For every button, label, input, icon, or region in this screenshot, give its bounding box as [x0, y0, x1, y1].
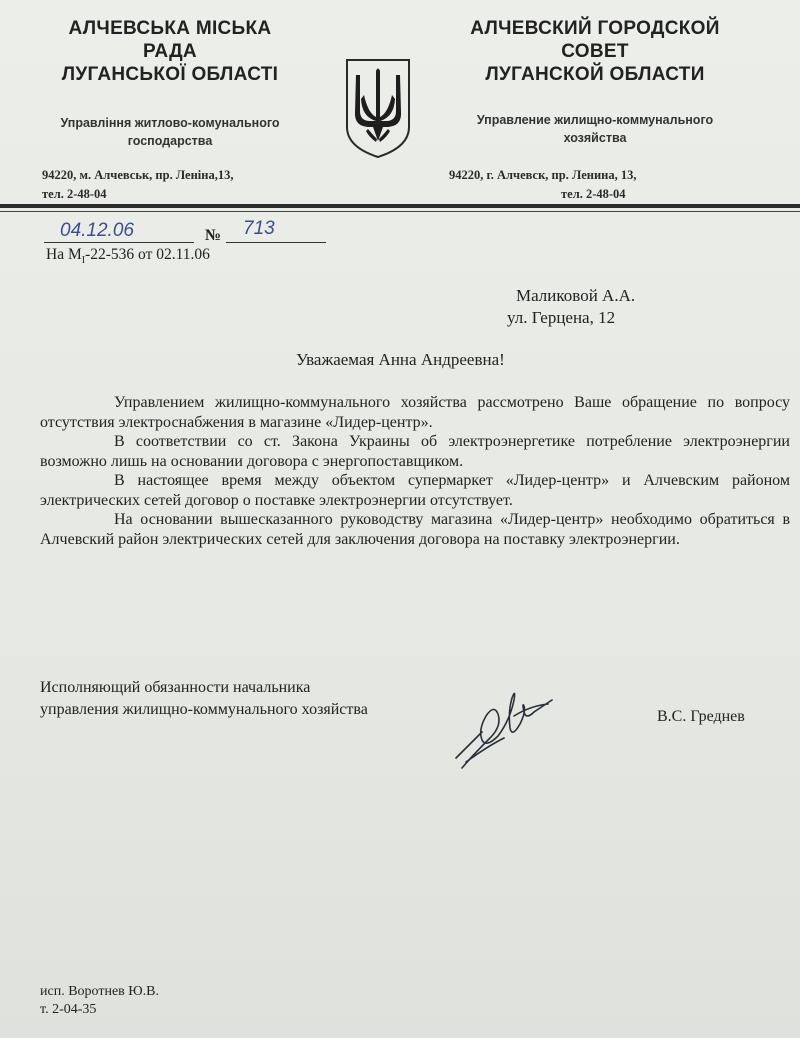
- header-right-address: 94220, г. Алчевск, пр. Ленина, 13,: [449, 168, 637, 182]
- header-left-department: Управління житлово-комунального господарства: [60, 116, 280, 148]
- executor-name: исп. Воротнев Ю.В.: [40, 984, 160, 999]
- trident-emblem-icon: [343, 57, 413, 159]
- header-left-phone: тел. 2-48-04: [42, 187, 107, 201]
- header-left-address: 94220, м. Алчевськ, пр. Леніна,13,: [42, 168, 234, 182]
- salutation: Уважаемая Анна Андреевна!: [296, 350, 505, 369]
- handwritten-signature: [452, 676, 572, 776]
- body-paragraph: Управлением жилищно-коммунального хозяйства рассмотрено Ваше обращение по вопросу отсутствия электроснабжения в магазине «Лидер-центр».: [40, 394, 790, 431]
- date-underline: [44, 242, 194, 243]
- executor-phone: т. 2-04-35: [40, 1002, 97, 1017]
- addressee-name: Маликовой А.А.: [516, 286, 636, 305]
- number-label: №: [205, 227, 222, 244]
- signer-name: В.С. Греднев: [657, 708, 745, 725]
- signer-position-line1: Исполняющий обязанности начальника: [40, 679, 311, 696]
- header-right-department: Управление жилищно-коммунального хозяйства: [476, 113, 714, 145]
- reply-reference: На $М_І-22-536$ от 02.11.06: [46, 246, 210, 267]
- body-paragraph: В настоящее время между объектом супермаркет «Лидер-центр» и Алчевским районом электрических сетей договор о поставке электроэнергии отсутствует.: [40, 472, 790, 509]
- header-right-title: АЛЧЕВСКИЙ ГОРОДСКОЙ СОВЕТ ЛУГАНСКОЙ ОБЛАСТИ: [470, 18, 720, 85]
- header-right-phone: тел. 2-48-04: [561, 187, 626, 201]
- header-divider-thin: [0, 211, 800, 212]
- handwritten-number: 713: [243, 218, 275, 239]
- signer-position-line2: управления жилищно-коммунального хозяйства: [40, 701, 368, 718]
- header-divider-thick: [0, 204, 800, 208]
- body-paragraph: В соответствии со ст. Закона Украины об электроэнергетике потребление электроэнергии возможно лишь на основании договора с энергопоставщиком.: [40, 433, 790, 470]
- handwritten-date: 04.12.06: [60, 220, 134, 241]
- header-left-title: АЛЧЕВСЬКА МІСЬКА РАДА ЛУГАНСЬКОЇ ОБЛАСТІ: [61, 18, 279, 85]
- number-underline: [226, 242, 326, 243]
- body-paragraph: На основании вышесказанного руководству магазина «Лидер-центр» необходимо обратиться в Алчевский район электрических сетей для заключения договора на поставку электроэнергии.: [40, 511, 790, 548]
- addressee-street: ул. Герцена, 12: [507, 308, 616, 327]
- letter-body: [40, 393, 790, 549]
